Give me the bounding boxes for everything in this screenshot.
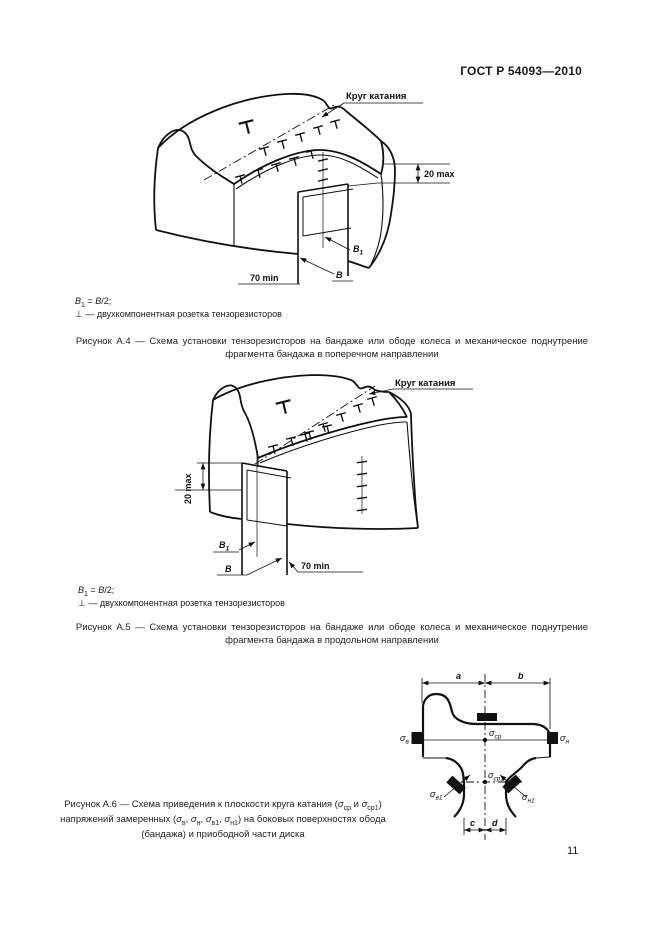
a4-note-b1: $B_1 = B/2$;: [75, 296, 112, 309]
a4-rolling-circle-label: Круг катания: [346, 91, 407, 102]
a6-sr1-point: [483, 780, 487, 784]
figure-a5-caption: [38, 622, 626, 647]
a5-dim-70min: 70 min: [301, 561, 330, 571]
standard-number-header: ГОСТ Р 54093—2010: [460, 64, 582, 78]
a4-note-rosette: ⊥ — двухкомпонентная розетка тензорезисторов: [75, 309, 282, 319]
a4-dim-70min: 70 min: [250, 273, 279, 283]
a4-dim-b1: $B_1$: [353, 244, 364, 257]
figure-a6-caption: Рисунок А.6 — Схема приведения к плоскости круга катания ($\sigma_{ср}$ и $\sigma_{ср1}$) напряжений замеренных ($\sigma_в$, $\sigma_н$, $\sigma_{в1}$, $\sigma_{н1}$) на боковых поверхностях обода (бандажа) и приободной части диска: [60, 799, 386, 840]
a6-dim-d: d: [492, 818, 498, 828]
a6-sigma-v-label: $\sigma_в$: [400, 733, 409, 746]
figure-a4-caption: [38, 336, 626, 361]
figure-a5-svg: [155, 372, 490, 584]
figure-a4-svg: [138, 84, 470, 296]
a5-rosette-marks: [268, 397, 379, 511]
a4-caption-line2: фрагмента бандажа в поперечном направлении: [225, 348, 439, 360]
a6-sigma-sr-label: $\sigma_{ср}$: [489, 728, 502, 741]
a6-sr-point: [483, 738, 487, 742]
a6-sigma-n-label: $\sigma_н$: [560, 733, 570, 746]
figure-a5-notes: [78, 584, 285, 610]
a5-dim-20max: 20 max: [183, 473, 193, 504]
a5-caption-line1: Рисунок А.5 — Схема установки тензорезисторов на бандаже или ободе колеса и механическое поднутрение: [75, 622, 589, 633]
a6-dim-c: c: [470, 818, 476, 828]
a5-dim-b: B: [225, 564, 232, 574]
a5-dim-b1: $B_1$: [219, 540, 230, 553]
a5-note-rosette: ⊥ — двухкомпонентная розетка тензорезисторов: [78, 598, 285, 608]
figure-a5-drawing: [155, 372, 490, 584]
a6-sigma-n1-label: $\sigma_{н1}$: [522, 792, 535, 805]
a4-dimension-lines: [238, 103, 450, 284]
a6-dim-a: a: [456, 671, 462, 681]
a4-dim-20max: 20 max: [424, 169, 455, 179]
figure-a4-drawing: [138, 84, 470, 296]
a5-caption-line2: фрагмента бандажа в продольном направлении: [225, 634, 439, 646]
a5-note-b1: $B_1 = B/2$;: [78, 585, 115, 598]
a4-caption-line1: Рисунок А.4 — Схема установки тензорезисторов на бандаже или ободе колеса и механическое поднутрение: [75, 336, 589, 347]
a5-wheel-fragment-outline: [209, 375, 418, 575]
a6-dim-b: b: [518, 671, 524, 681]
a6-dimension-lines: [418, 678, 554, 835]
a5-undercut-slot: [242, 463, 287, 575]
page-number: 11: [567, 845, 579, 857]
a6-sigma-v1-label: $\sigma_{в1}$: [430, 789, 443, 802]
figure-a6-drawing: [398, 666, 598, 851]
a5-rolling-circle-label: Круг катания: [395, 378, 456, 389]
figure-a6-svg: [398, 666, 598, 851]
a6-sigma-sr1-label: $\sigma_{ср1}$: [488, 770, 504, 783]
figure-a4-notes: [75, 295, 282, 321]
a4-dim-b: B: [336, 270, 343, 280]
